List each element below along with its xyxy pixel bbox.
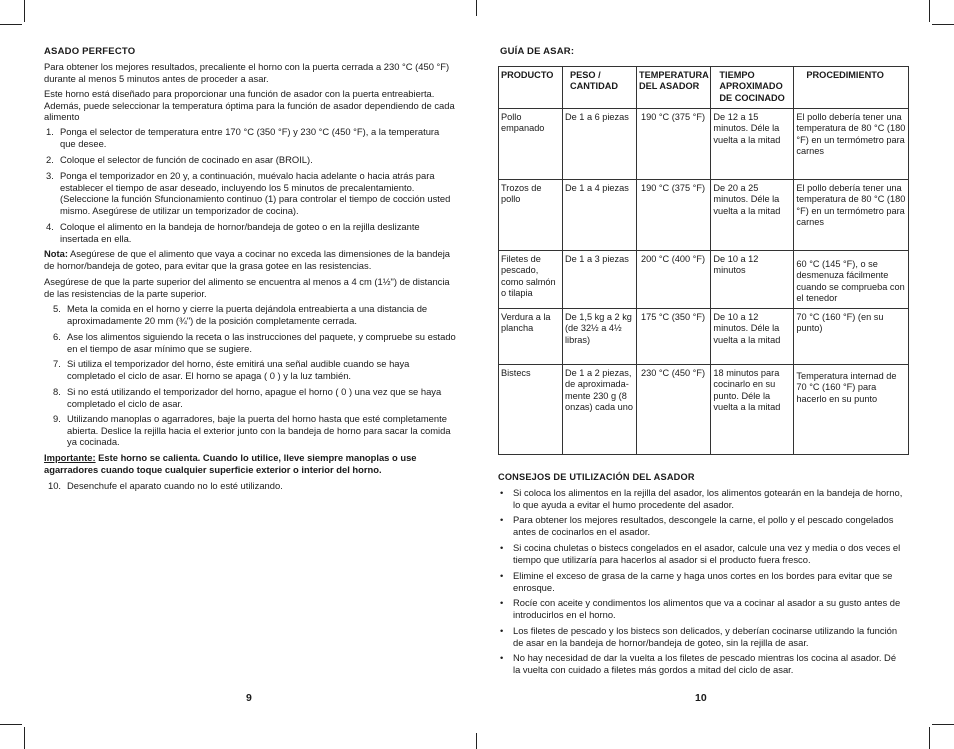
- bullet-icon: •: [500, 570, 504, 581]
- table-cell: 18 minutos para cocinarlo en su punto. Déle la vuelta a la mitad: [711, 365, 794, 455]
- tip-item: [500, 514, 910, 538]
- crop-mark: [0, 24, 22, 25]
- step-number: 3.: [46, 170, 54, 181]
- center-fold-mark: [476, 733, 477, 749]
- tip-item: [500, 570, 910, 594]
- center-fold-mark: [476, 0, 477, 16]
- table-cell: Filetes de pescado, como salmón o tilapia: [499, 251, 563, 309]
- step-item: [46, 126, 460, 150]
- table-cell: 60 °C (145 °F), o se desmenuza fácilmente cuando se comprueba con el tenedor: [794, 251, 909, 309]
- step-text: Ase los alimentos siguiendo la receta o las instrucciones del paquete, y compruebe su estado en el tiempo de asar mínimo que se sugiere.: [67, 331, 456, 354]
- table-cell: 200 °C (400 °F): [637, 251, 711, 309]
- column-header: PESO / CANTIDAD: [563, 67, 637, 109]
- clearance-paragraph: Asegúrese de que la parte superior del alimento se encuentra al menos a 4 cm (1½") de distancia de las resistencias de la parte superior.: [44, 276, 450, 299]
- table-cell: De 1,5 kg a 2 kg (de 32½ a 4½ libras): [563, 309, 637, 365]
- step-item: [53, 358, 459, 382]
- tips-heading: CONSEJOS DE UTILIZACIÓN DEL ASADOR: [498, 472, 695, 482]
- tip-text: Si coloca los alimentos en la rejilla del asador, los alimentos gotearán en la bandeja de horno, lo que ayuda a evitar el humo procedente del asador.: [513, 487, 903, 510]
- step-text: Coloque el selector de función de cocinado en asar (BROIL).: [60, 154, 313, 165]
- page-number: 10: [695, 692, 707, 704]
- tip-item: [500, 487, 910, 511]
- page-number: 9: [246, 692, 252, 704]
- step-text: Desenchufe el aparato cuando no lo esté utilizando.: [67, 480, 283, 491]
- tip-text: Rocíe con aceite y condimentos los alimentos que va a cocinar al asador a su gusto antes de introducirlos en el horno.: [513, 597, 901, 620]
- step-item: [48, 480, 458, 492]
- section-heading: ASADO PERFECTO: [44, 46, 136, 57]
- table-cell: Bistecs: [499, 365, 563, 455]
- step-item: [53, 331, 459, 355]
- step-text: Ponga el selector de temperatura entre 170 °C (350 °F) y 230 °C (450 °F), a la temperatura que desee.: [60, 126, 440, 149]
- note-text: Asegúrese de que el alimento que vaya a cocinar no exceda las dimensiones de la bandeja de hornor/bandeja de goteo, para evitar que la grasa gotee en las resistencias.: [44, 248, 450, 271]
- column-header: TIEMPO APROXIMADO DE COCINADO: [711, 67, 794, 109]
- crop-mark: [932, 24, 954, 25]
- step-number: 2.: [46, 154, 54, 165]
- bullet-icon: •: [500, 542, 504, 553]
- table-cell: 190 °C (375 °F): [637, 109, 711, 180]
- step-number: 10.: [48, 480, 62, 491]
- tip-text: No hay necesidad de dar la vuelta a los filetes de pescado mientras los cocina al asador. Dé la vuelta con cuidado a filetes más gordos a mitad del ciclo de asar.: [513, 652, 897, 675]
- table-row: [499, 109, 909, 180]
- step-item: [46, 221, 460, 245]
- column-header: PRODUCTO: [499, 67, 563, 109]
- table-cell: De 20 a 25 minutos. Déle la vuelta a la mitad: [711, 180, 794, 251]
- table-cell: El pollo debería tener una temperatura de 80 °C (180 °F) en un termómetro para carnes: [794, 109, 909, 180]
- important-text: Este horno se calienta. Cuando lo utilice, lleve siempre manoplas o use agarradores cuando toque cualquier superficie exterior o interior del horno.: [44, 452, 417, 475]
- tip-text: Para obtener los mejores resultados, descongele la carne, el pollo y el pescado congelados antes de cocinarlos en el asador.: [513, 514, 894, 537]
- step-text: Si no está utilizando el temporizador del horno, apague el horno ( 0 ) una vez que se haya completado el ciclo de asar.: [67, 386, 442, 409]
- step-number: 4.: [46, 221, 54, 232]
- table-row: [499, 251, 909, 309]
- step-number: 6.: [53, 331, 61, 342]
- crop-mark: [932, 724, 954, 725]
- table-cell: Verdura a la plancha: [499, 309, 563, 365]
- table-cell: Pollo empanado: [499, 109, 563, 180]
- table-cell: De 1 a 2 piezas, de aproximada-mente 230 g (8 onzas) cada uno: [563, 365, 637, 455]
- step-number: 9.: [53, 413, 61, 424]
- bullet-icon: •: [500, 514, 504, 525]
- intro-paragraph: Este horno está diseñado para proporcionar una función de asador con la puerta entreabierta. Además, puede seleccionar la temperatura óptima para la función de asador dependiendo de cada alimento: [44, 88, 455, 123]
- section-heading: GUÍA DE ASAR:: [500, 46, 575, 57]
- crop-mark: [0, 724, 22, 725]
- table-cell: 190 °C (375 °F): [637, 180, 711, 251]
- bullet-icon: •: [500, 487, 504, 498]
- bullet-icon: •: [500, 597, 504, 608]
- table-header-row: [499, 67, 909, 109]
- table-cell: El pollo debería tener una temperatura de 80 °C (180 °F) en un termómetro para carnes: [794, 180, 909, 251]
- step-text: Utilizando manoplas o agarradores, baje la puerta del horno hasta que esté completamente abierta. Deslice la rejilla hacia el exterior junto con la bandeja de horno para sacar la comida ya cocinada.: [67, 413, 451, 448]
- tip-text: Los filetes de pescado y los bistecs son delicados, y deberían cocinarse utilizando la función de asar en la bandeja de hornor/bandeja de goteo, sin la rejilla de asar.: [513, 625, 898, 648]
- table-row: [499, 365, 909, 455]
- step-item: [53, 303, 459, 327]
- step-item: [53, 413, 459, 449]
- table-cell: 230 °C (450 °F): [637, 365, 711, 455]
- tip-item: [500, 652, 910, 676]
- tip-item: [500, 542, 910, 566]
- table-row: [499, 309, 909, 365]
- step-text: Meta la comida en el horno y cierre la puerta dejándola entreabierta a una distancia de aproximadamente 20 mm (¾") de la posición completamente cerrada.: [67, 303, 428, 326]
- step-number: 8.: [53, 386, 61, 397]
- table-cell: De 12 a 15 minutos. Déle la vuelta a la mitad: [711, 109, 794, 180]
- step-item: [46, 154, 460, 166]
- tip-text: Si cocina chuletas o bistecs congelados en el asador, calcule una vez y media o dos veces el tiempo que utilizaría para hacerlos al asador si el producto fuera fresco.: [513, 542, 901, 565]
- table-cell: 175 °C (350 °F): [637, 309, 711, 365]
- tip-item: [500, 597, 910, 621]
- table-cell: De 1 a 3 piezas: [563, 251, 637, 309]
- step-item: [53, 386, 459, 410]
- step-text: Si utiliza el temporizador del horno, éste emitirá una señal audible cuando se haya completado el ciclo de asar. El horno se apaga ( 0 ) y la luz también.: [67, 358, 410, 381]
- crop-mark: [929, 727, 930, 749]
- step-text: Ponga el temporizador en 20 y, a continuación, muévalo hacia adelante o hacia atrás para establecer el tiempo de asar deseado, incluyendo los 5 minutos de precalentamiento. (Seleccione la función Sfuncionamiento continuo (1) para controlar el tiempo de cocción usted mismo. Asegúrese de utilizar un temporizador de cocina).: [60, 170, 451, 216]
- broil-guide-table: [498, 66, 909, 455]
- crop-mark: [929, 0, 930, 22]
- note-label: Nota:: [44, 248, 68, 259]
- table-cell: De 1 a 4 piezas: [563, 180, 637, 251]
- table-cell: Temperatura internad de 70 °C (160 °F) para hacerlo en su punto: [794, 365, 909, 455]
- column-header: TEMPERATURA DEL ASADOR: [637, 67, 711, 109]
- step-number: 5.: [53, 303, 61, 314]
- important-warning: [44, 452, 456, 475]
- step-item: [46, 170, 460, 218]
- step-number: 7.: [53, 358, 61, 369]
- intro-paragraph: Para obtener los mejores resultados, precaliente el horno con la puerta cerrada a 230 °C (450 °F) durante al menos 5 minutos antes de proceder a asar.: [44, 61, 450, 84]
- note-paragraph: [44, 248, 454, 271]
- table-cell: De 10 a 12 minutos: [711, 251, 794, 309]
- step-text: Coloque el alimento en la bandeja de hornor/bandeja de goteo o en la rejilla deslizante insertada en ella.: [60, 221, 420, 244]
- table-cell: De 1 a 6 piezas: [563, 109, 637, 180]
- bullet-icon: •: [500, 652, 504, 663]
- table-row: [499, 180, 909, 251]
- table-cell: 70 °C (160 °F) (en su punto): [794, 309, 909, 365]
- tip-text: Elimine el exceso de grasa de la carne y haga unos cortes en los bordes para evitar que se enrosque.: [513, 570, 893, 593]
- bullet-icon: •: [500, 625, 504, 636]
- table-cell: De 10 a 12 minutos. Déle la vuelta a la mitad: [711, 309, 794, 365]
- table-cell: Trozos de pollo: [499, 180, 563, 251]
- important-label: Importante:: [44, 452, 96, 463]
- tip-item: [500, 625, 910, 649]
- crop-mark: [24, 0, 25, 22]
- column-header: PROCEDIMIENTO: [794, 67, 909, 109]
- crop-mark: [24, 727, 25, 749]
- step-number: 1.: [46, 126, 54, 137]
